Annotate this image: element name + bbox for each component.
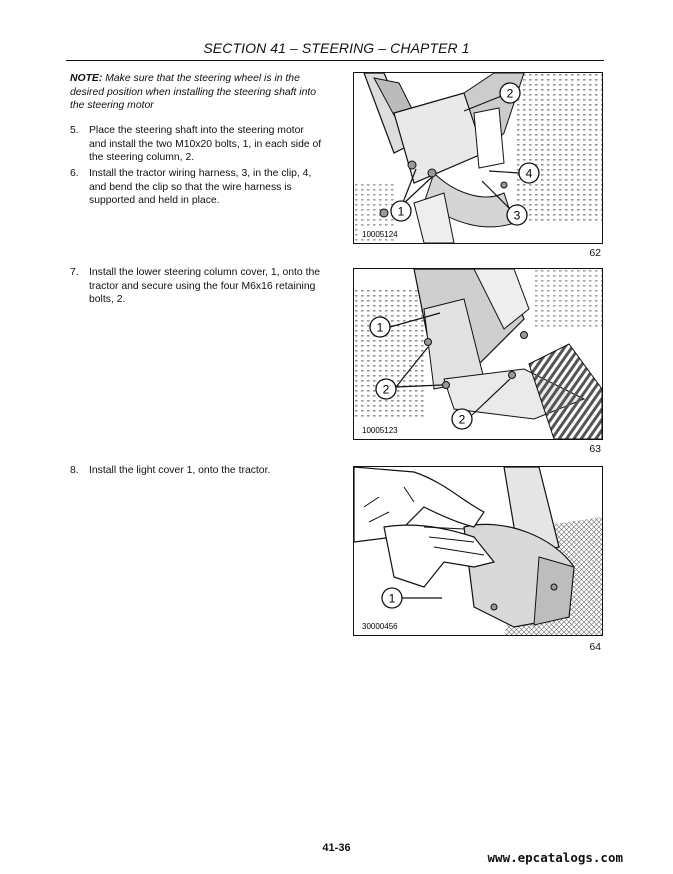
section-title: SECTION 41 – STEERING – CHAPTER 1 — [203, 40, 470, 56]
step-text: Install the lower steering column cover, 1, onto the tractor and secure using the four M6x16 retaining bolts, 2. — [89, 267, 321, 305]
svg-text:2: 2 — [506, 86, 514, 101]
step-8 — [70, 464, 324, 478]
figure-62-steering-shaft — [353, 72, 603, 244]
svg-text:4: 4 — [525, 166, 533, 181]
callout-1 — [391, 201, 411, 221]
step-text: Install the tractor wiring harness, 3, in the clip, 4, and bend the clip so that the wire harness is supported and held in place. — [89, 168, 312, 206]
steering-shaft-illustration — [354, 73, 602, 243]
figure-code: 10005124 — [362, 230, 398, 239]
callout-2 — [376, 379, 396, 399]
callout-1 — [382, 588, 402, 608]
callout-2 — [500, 83, 520, 103]
callout-4 — [519, 163, 539, 183]
step-number: 8. — [70, 465, 79, 476]
step-number: 7. — [70, 267, 79, 278]
step-number: 5. — [70, 125, 79, 136]
svg-text:1: 1 — [388, 591, 396, 606]
step-text: Place the steering shaft into the steering motor and install the two M10x20 bolts, 1, in each side of the steering column, 2. — [89, 125, 322, 163]
svg-text:1: 1 — [376, 320, 384, 335]
svg-text:2: 2 — [382, 382, 390, 397]
figure-number: 64 — [589, 641, 601, 653]
svg-text:2: 2 — [458, 412, 466, 427]
callout-3 — [507, 205, 527, 225]
light-cover-illustration — [354, 467, 602, 635]
figure-number: 62 — [589, 247, 601, 259]
step-5 — [70, 124, 324, 165]
header-divider — [66, 60, 604, 61]
figure-64-light-cover — [353, 466, 603, 636]
step-text: Install the light cover 1, onto the tractor. — [89, 465, 271, 476]
note-paragraph — [70, 72, 324, 113]
note-label: NOTE: — [70, 73, 103, 84]
step-7 — [70, 266, 324, 307]
watermark: www.epcatalogs.com — [487, 850, 623, 865]
svg-text:3: 3 — [513, 208, 521, 223]
figure-63-column-cover — [353, 268, 603, 440]
figure-code: 10005123 — [362, 426, 398, 435]
callout-1 — [370, 317, 390, 337]
step-number: 6. — [70, 168, 79, 179]
figure-code: 30000456 — [362, 622, 398, 631]
step-6 — [70, 167, 324, 208]
svg-text:1: 1 — [397, 204, 405, 219]
note-text: Make sure that the steering wheel is in the desired position when installing the steering shaft into the steering motor — [70, 73, 317, 111]
callout-2 — [452, 409, 472, 429]
figure-number: 63 — [589, 443, 601, 455]
page-number: 41-36 — [322, 842, 351, 854]
column-cover-illustration — [354, 269, 602, 439]
